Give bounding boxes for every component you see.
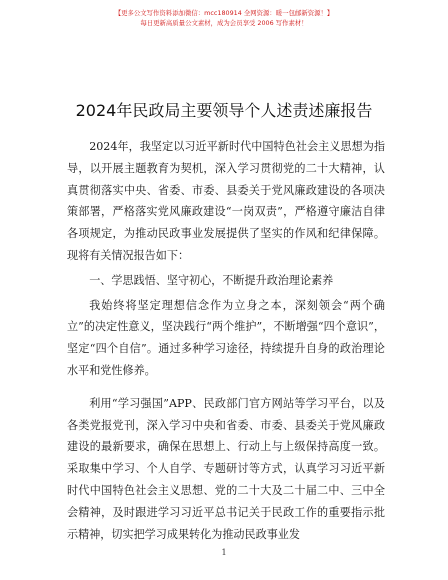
paragraph-intro: 2024年，我坚定以习近平新时代中国特色社会主义思想为指导，以开展主题教育为契机，深入学习贯彻党的二十大精神，认真贯彻落实中央、省委、市委、县委关于党风廉政建设的各项决策部署，严格落实党风廉政建设“一岗双责”，严格遵守廉洁自律各项规定，为推动民政事业发展提供了坚实的作风和纪律保障。现将有关情况报告如下： (67, 140, 385, 262)
banner-line-1: 【更多公文写作资料添加微信：mcc180914 全网资源：暖一包邮新资源！】 (114, 9, 334, 17)
document-title: 2024年民政局主要领导个人述责述廉报告 (75, 101, 373, 120)
page-number: 1 (221, 548, 227, 557)
document-body (67, 136, 385, 545)
section-heading: 一、学思践悟、坚守初心，不断提升政治理论素养 (89, 273, 334, 287)
banner-line-2: 每日更新高质量公文素材，成为会员享受 2006 写作素材！ (140, 19, 308, 27)
header-banner (0, 8, 448, 28)
paragraph-ideals: 我始终将坚定理想信念作为立身之本，深刻领会“两个确立”的决定性意义，坚决践行“两个维护”，不断增强“四个意识”，坚定“四个自信”。通过多种学习途径，持续提升自身的政治理论水平和党性修养。 (67, 298, 385, 377)
paragraph-study: 利用“学习强国”APP、民政部门官方网站等学习平台，以及各类党报党刊，深入学习中央和省委、市委、县委关于党风廉政建设的最新要求，确保在思想上、行动上与上级保持高度一致。采取集中学习、个人自学、专题研讨等方式，认真学习习近平新时代中国特色社会主义思想、党的二十大及二十届二中、三中全会精神，及时跟进学习习近平总书记关于民政工作的重要指示批示精神，切实把学习成果转化为推动民政事业发 (67, 396, 385, 541)
